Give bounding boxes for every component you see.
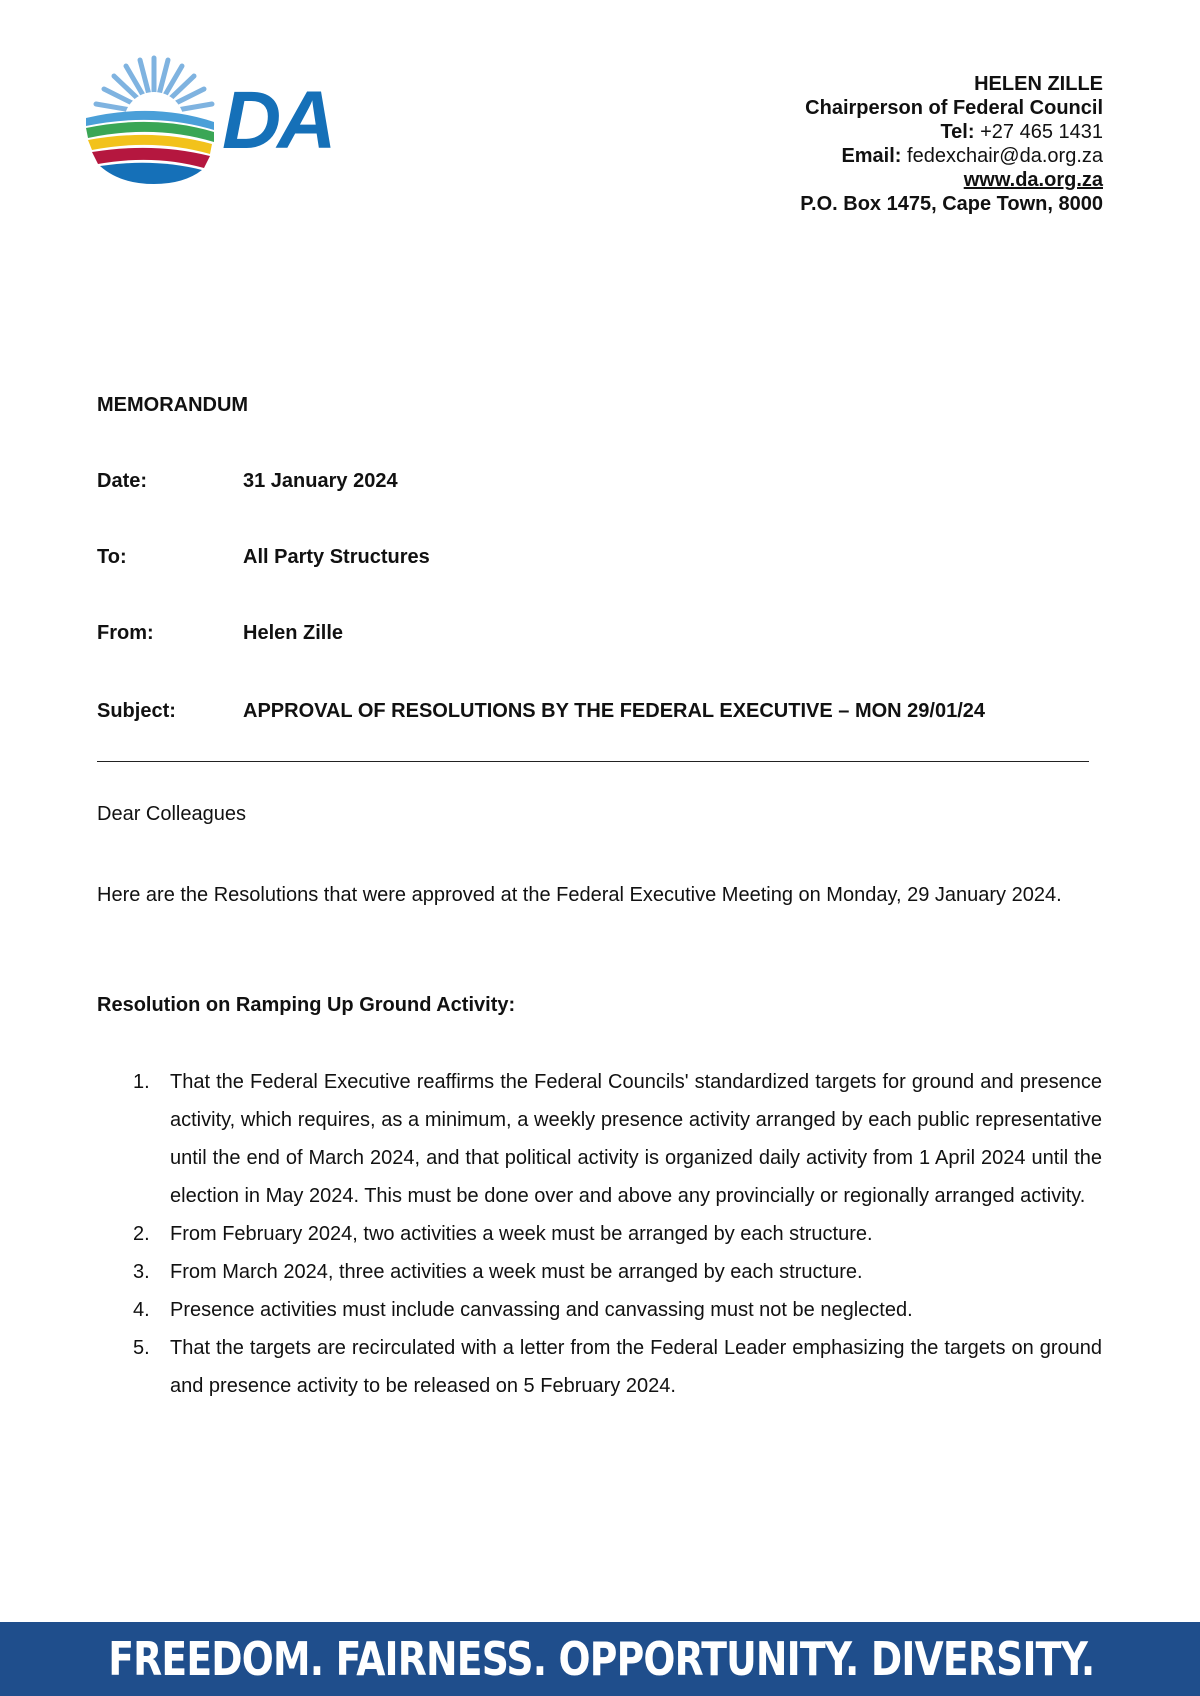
list-item: [97, 1329, 1102, 1405]
list-item-number: 1.: [133, 1071, 150, 1093]
website-link[interactable]: www.da.org.za: [963, 169, 1103, 191]
list-item: [97, 1253, 1102, 1291]
salutation: Dear Colleagues: [97, 803, 246, 825]
memo-title: MEMORANDUM: [97, 394, 249, 416]
list-item-text: Presence activities must include canvassing and canvassing must not be neglected.: [170, 1299, 913, 1321]
section-heading: Resolution on Ramping Up Ground Activity:: [97, 994, 516, 1016]
list-item-number: 2.: [133, 1223, 150, 1245]
list-item-number: 5.: [133, 1337, 150, 1359]
to-label: To:: [97, 546, 127, 568]
list-item: [97, 1291, 1102, 1329]
to-row: [97, 546, 430, 569]
tel-label: Tel:: [940, 121, 975, 143]
footer-slogan: FREEDOM. FAIRNESS. OPPORTUNITY. DIVERSITY.: [108, 1632, 1095, 1686]
from-row: [97, 622, 343, 645]
tel-value: +27 465 1431: [980, 121, 1103, 143]
header-divider: [97, 761, 1089, 762]
subject-row: [97, 700, 985, 723]
to-value: All Party Structures: [243, 546, 430, 568]
da-logo: [84, 52, 384, 187]
da-logo-text: DA: [222, 75, 333, 166]
sender-name: HELEN ZILLE: [974, 73, 1103, 95]
list-item-number: 3.: [133, 1261, 150, 1283]
date-row: [97, 470, 398, 493]
subject-label: Subject:: [97, 700, 176, 722]
postal-address: P.O. Box 1475, Cape Town, 8000: [800, 193, 1103, 215]
from-label: From:: [97, 622, 154, 644]
intro-paragraph: Here are the Resolutions that were approved at the Federal Executive Meeting on Monday, 29 January 2024.: [97, 884, 1062, 906]
resolutions-list: [97, 1063, 1102, 1405]
letterhead: [800, 72, 1103, 216]
sender-position: Chairperson of Federal Council: [805, 97, 1103, 119]
email-value[interactable]: fedexchair@da.org.za: [907, 145, 1103, 167]
list-item-text: From February 2024, two activities a week must be arranged by each structure.: [170, 1223, 873, 1245]
tel-line: [800, 120, 1103, 144]
email-line: [800, 144, 1103, 168]
list-item-number: 4.: [133, 1299, 150, 1321]
da-sunrise-logo-icon: [84, 52, 224, 187]
date-label: Date:: [97, 470, 148, 492]
list-item-text: From March 2024, three activities a week must be arranged by each structure.: [170, 1261, 863, 1283]
list-item-text: That the targets are recirculated with a letter from the Federal Leader emphasizing the targets on ground and presence activity to be released on 5 February 2024.: [170, 1337, 1102, 1397]
subject-value: APPROVAL OF RESOLUTIONS BY THE FEDERAL EXECUTIVE – MON 29/01/24: [243, 700, 986, 722]
email-label: Email:: [841, 145, 902, 167]
list-item: [97, 1215, 1102, 1253]
list-item-text: That the Federal Executive reaffirms the Federal Councils' standardized targets for ground and presence activity, which requires, as a minimum, a weekly presence activity arranged by each public representative until the end of March 2024, and that political activity is organized daily activity from 1 April 2024 until the election in May 2024. This must be done over and above any provincially or regionally arranged activity.: [170, 1071, 1102, 1207]
list-item: [97, 1063, 1102, 1215]
date-value: 31 January 2024: [243, 470, 398, 492]
footer-slogan-band: [0, 1622, 1200, 1696]
from-value: Helen Zille: [243, 622, 344, 644]
